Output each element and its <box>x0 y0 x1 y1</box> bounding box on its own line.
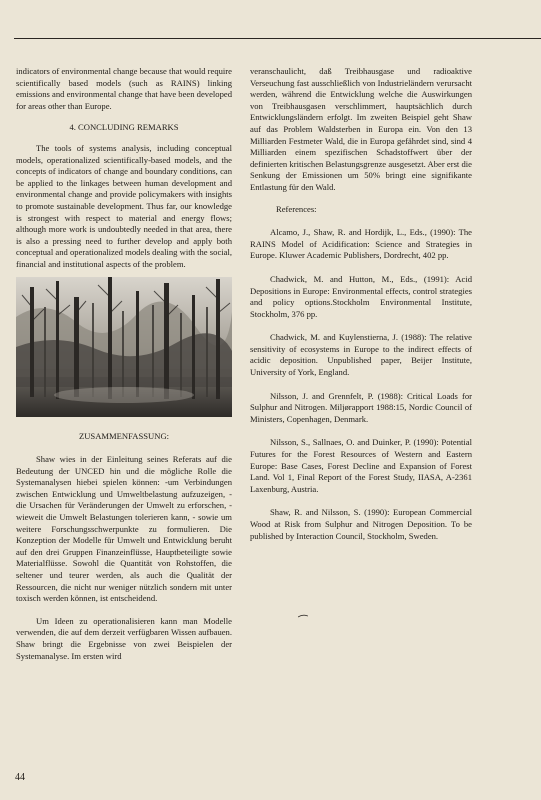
reference-item: Chadwick, M. and Hutton, M., Eds., (1991): Acid Depositions in Europe: Environmental effects, control strategies and policy options.Stockholm Environmental Institute, Stockholm, 376 pp. <box>250 273 472 319</box>
right-column <box>250 66 472 554</box>
reference-item: Shaw, R. and Nilsson, S. (1990): European Commercial Wood at Risk from Sulphur and Nitrogen Deposition. To be published by Interaction Council, Stockholm, Sweden. <box>250 507 472 541</box>
header-rule <box>14 38 541 39</box>
references-heading: References: <box>276 203 317 214</box>
zusammenfassung-paragraph-1: Shaw wies in der Einleitung seines Referats auf die Bedeutung der UNCED hin und die mögliche Rolle die Systemanalysen hiebei spielen können: -um Verbindungen zwischen Entwicklung und Umweltbelastung aufzuzeigen, -die Ursachen für Veränderungen der Umwelt zu erforschen, -wieweit die Umwelt Belastungen tolerieren kann, - sowie um weitere Forschungsschwerpunkte zu formulieren. Die Konzeption der Modelle für Umwelt und Entwicklung beruht auf den drei Gruppen Finanzeinflüsse, Hauptbeteiligte sowie Materialflüsse. Sowohl die Quantität von Rohstoffen, die seltener und teurer werden, als auch die Qualität der Ressourcen, die nicht nur weniger nützlich sondern mit unter toxisch werden können, ist entscheidend. <box>16 454 232 604</box>
section-heading: 4. CONCLUDING REMARKS <box>69 122 179 133</box>
reference-item: Chadwick, M. and Kuylenstierna, J. (1988): The relative sensitivity of ecosystems in Europe to the indirect effects of acidic deposition. Unpublished paper, Beijer Institute, University of York, England. <box>250 332 472 378</box>
conclusion-paragraph: The tools of systems analysis, including conceptual models, operationalized scientifically-based models, and the concepts of indicators of change and boundary conditions, can be applied to the linkages between human development and environmental change and provide policymakers with insights to promote sustainable development. Thus far, our knowledge is strongest with respect to material and energy flows; although more work is undoubtedly needed in that area, there is also a pressing need to further develop and apply both conceptual and operationalized models dealing with the social, financial and institutional aspects of the problem. <box>16 142 232 269</box>
continuation-paragraph: veranschaulicht, daß Treibhausgase und radioaktive Verseuchung fast ausschließlich von Industrieländern verursacht werden, während die Entwicklung welche die Auswirkungen von Treibhausgasen verschlimmert, hauptsächlich durch Entwicklungsländern erfolgt. Im zweiten Beispiel geht Shaw auf das Problem Waldsterben in Europa ein. Von den 13 Milliarden Festmeter Wald, die in Europa gefährdet sind, sind 4 Milliarden einem spezifischen Schadstoffwert über der definierten kritischen Belastungsgrenze ausgesetzt. Aber erst die Senkung der Emissionen um 50% bringt eine signifikante Entlastung für den Wald. <box>250 66 472 192</box>
left-column <box>16 66 232 662</box>
zusammenfassung-heading: ZUSAMMENFASSUNG: <box>78 430 170 441</box>
pen-mark <box>298 614 308 618</box>
forest-photo <box>16 277 232 417</box>
reference-item: Alcamo, J., Shaw, R. and Hordijk, L., Eds., (1990): The RAINS Model of Acidification: Science and Strategies in Europe. Kluwer Academic Publishers, Dordrecht, 402 pp. <box>250 227 472 261</box>
intro-paragraph: indicators of environmental change because that would require scientifically based models (such as RAINS) linking emissions and environmental change that have been developed for areas other than Europe. <box>16 66 232 111</box>
page-number: 44 <box>15 772 25 783</box>
reference-item: Nilsson, S., Sallnaes, O. and Duinker, P. (1990): Potential Futures for the Forest Resources of Western and Eastern Europe: Base Cases, Forest Decline and Expansion of Forest Land. Vol 1, Final Report of the Forest Study, IIASA, A-2361 Laxenburg, Austria. <box>250 437 472 494</box>
reference-item: Nilsson, J. and Grennfelt, P. (1988): Critical Loads for Sulphur and Nitrogen. Miljørapport 1988:15, Nordic Council of Ministers, Copenhagen, Denmark. <box>250 390 472 424</box>
zusammenfassung-paragraph-2: Um Ideen zu operationalisieren kann man Modelle verwenden, die auf dem derzeit verfügbaren Wissen aufbauen. Shaw bringt die Ergebnisse von zwei Beispielen der Systemanalyse. Im ersten wird <box>16 615 232 661</box>
